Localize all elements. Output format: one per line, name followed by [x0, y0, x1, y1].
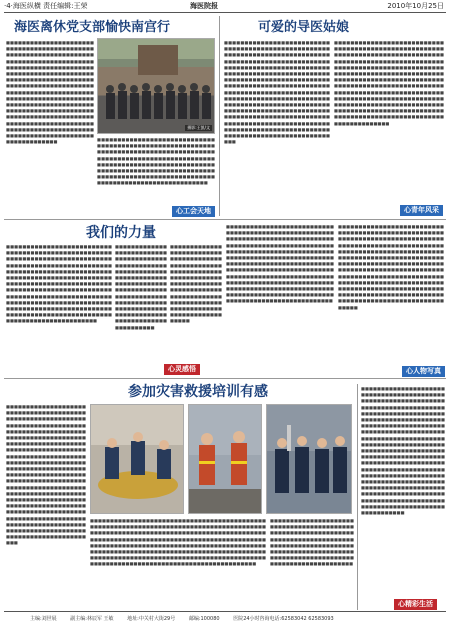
article-title-guide-girl: 可爱的导医姑娘 — [258, 20, 350, 35]
header-section: ·4·海医纵横 责任编辑:王荣 — [4, 2, 88, 10]
section-divider-1 — [4, 219, 446, 220]
footer-postcode: 邮编:100080 — [188, 616, 220, 622]
photo-training-3 — [266, 404, 352, 514]
article-title-retirees: 海医离休党支部愉快南宫行 — [14, 20, 171, 35]
header-paper-name: 海医院报 — [190, 2, 218, 10]
article-body-strength-col2: ■■■■■■■■■■■■■■■■■■■■■■■■■■■■■■■■■■■■■■■■■■■■■■■■■■■■■■■■■■■■■■■■■■■■■■■■■■■■■■■■■■■■■■■■■■■■■■■■■■■■■■■■■■■■■■■■■■■■■■■■■■■■■■■■■■■■■■■■■■■■■■■■■■■■■■■■■■■■■■■■■■■■■■■■■■■■■■■■■■■ — [115, 244, 167, 330]
article-title-disaster-training: 参加灾害救援培训有感 — [128, 384, 268, 400]
page-header — [0, 0, 450, 12]
group-photo-illustration — [98, 39, 215, 134]
rescue-training-illustration — [91, 405, 184, 514]
footer-vice-editor: 副主编:林辰军 王敏 — [70, 616, 114, 622]
column-divider-bottom — [357, 384, 358, 610]
article-body-training-col1: ■■■■■■■■■■■■■■■■■■■■■■■■■■■■■■■■■■■■■■■■■■■■■■■■■■■■■■■■■■■■■■■■■■■■■■■■■■■■■■■■■■■■■■■■■■■■■■■■■■■■■■■■■■■■■■■■■■■■■■■■■■■■■■■■■■■■■■■■■■■■■■■■■■■■■■■■■■■■■■■■■■■■■■■■■■■■■■■■■■■■■■■■■■■■■■■■■■■■■■■■■■■■■■■■■■■■■■■■■■■■■■■■■■■■■■■■■■■■■■■■■■■■■■■■■■■■■■■■■■■■■■■■■■■■■■■■■■■■■■■■■■■■■■■■■■■■■■■■■■■■■■■■■■■■■■■■■■■■■■■■■■■■■■■■■■■■■■■■■■■■■■■■■■■■■■■■■■■■■■■■■■■■■■■■■■■■■■■■■■■■■■■■■■■■■■■■■■■■■■■■■■■■■■■■■■■■■■■■■■■■■■■■■■■■■■■■■■■■■■■■■■■ — [6, 404, 86, 546]
article-body-retirees-col1: ■■■■■■■■■■■■■■■■■■■■■■■■■■■■■■■■■■■■■■■■■■■■■■■■■■■■■■■■■■■■■■■■■■■■■■■■■■■■■■■■■■■■■■■■■■■■■■■■■■■■■■■■■■■■■■■■■■■■■■■■■■■■■■■■■■■■■■■■■■■■■■■■■■■■■■■■■■■■■■■■■■■■■■■■■■■■■■■■■■■■■■■■■■■■■■■■■■■■■■■■■■■■■■■■■■■■■■■■■■■■■■■■■■■■■■■■■■■■■■■■■■■■■■■■■■■■■■■■■■■■■■■■■■■■■■■■■■■■■■■■■■■■■■■■■■■■■■■■■■■■■■■■■■■■■■■■■■■■■■■■■■■■■■■■■■■■■■■■■■■■■■■■■■■■■■■■■■■■■■■■■■■■■ — [6, 40, 94, 145]
photo-training-2 — [188, 404, 262, 514]
article-body-guide-col1: ■■■■■■■■■■■■■■■■■■■■■■■■■■■■■■■■■■■■■■■■■■■■■■■■■■■■■■■■■■■■■■■■■■■■■■■■■■■■■■■■■■■■■■■■■■■■■■■■■■■■■■■■■■■■■■■■■■■■■■■■■■■■■■■■■■■■■■■■■■■■■■■■■■■■■■■■■■■■■■■■■■■■■■■■■■■■■■■■■■■■■■■■■■■■■■■■■■■■■■■■■■■■■■■■■■■■■■■■■■■■■■■■■■■■■■■■■■■■■■■■■■■■■■■■■■■■■■■■■■■■■■■■■■■■■■■■■■■■■■■■■■■■■■■■■■■■■■■■■■■■■■■■■■■■■■■■■■■■■■■■■■■■■■■■■■■■■■■■■■■■■■■■■■■■■■■■■■■■■■■■■■■■■■■■■■■■■■■■■■■■■■■■■■■■■■■■■■■■■■■■■■■■■■■■■■■■■■■■■■■ — [224, 40, 330, 145]
article-body-strength-col3: ■■■■■■■■■■■■■■■■■■■■■■■■■■■■■■■■■■■■■■■■■■■■■■■■■■■■■■■■■■■■■■■■■■■■■■■■■■■■■■■■■■■■■■■■■■■■■■■■■■■■■■■■■■■■■■■■■■■■■■■■■■■■■■■■■■■■■■■■■■■■■■■■■■■■■■■■■■■■■■■■■ — [170, 244, 222, 324]
article-body-training-col3: ■■■■■■■■■■■■■■■■■■■■■■■■■■■■■■■■■■■■■■■■■■■■■■■■■■■■■■■■■■■■■■■■■■■■■■■■■■■■■■■■■■■■■■■■■■■■■■■■■■■■■■■■■■■■■■■■■■■■■■■■■■■■■■■■■■■■■■■■■■■■■■■■■■■■■■■■■■■■■■■■■■■■■■■■ — [270, 518, 354, 567]
section-tag-profile: 心人物写真 — [402, 366, 445, 377]
header-rule — [4, 12, 446, 13]
footer-rule — [4, 611, 446, 612]
footer-editor: 主编:刘世展 — [30, 616, 57, 622]
footer-address: 地址:中关村大街29号 — [127, 616, 176, 622]
article-title-our-strength: 我们的力量 — [86, 225, 156, 241]
photo-caption: 摄影:王凯/文 — [187, 125, 210, 130]
page-footer — [0, 613, 450, 625]
photo-training-1 — [90, 404, 184, 514]
section-tag-union: 心工会天地 — [172, 206, 215, 217]
article-body-training-col4: ■■■■■■■■■■■■■■■■■■■■■■■■■■■■■■■■■■■■■■■■■■■■■■■■■■■■■■■■■■■■■■■■■■■■■■■■■■■■■■■■■■■■■■■■■■■■■■■■■■■■■■■■■■■■■■■■■■■■■■■■■■■■■■■■■■■■■■■■■■■■■■■■■■■■■■■■■■■■■■■■■■■■■■■■■■■■■■■■■■■■■■■■■■■■■■■■■■■■■■■■■■■■■■■■■■■■■■■■■■■■■■■■■■■■■■■■■■■■■■■■■■■■■■■■■■■■■■■■■■■■■■■■■■■■■■■■■■■■■■■■■■■■■■■■■■■■■■■■■■■■■■■■■■■■■■■■■■■■■■■■■■■■■■■■■■■■■■■■■■■■■■■■■■■■■■■■■■■■■■■■■■■■■■■■■■■■■■■■■■■■■■■■■■■■■■■■■■■■■■■■■■■■■■■■■■■■■■■■■■■■■■■■■■■■■■■ — [361, 386, 445, 516]
footer-phone: 医院24小时咨询电话:62583042 62583093 — [233, 616, 334, 622]
article-body-retirees-col2: ■■■■■■■■■■■■■■■■■■■■■■■■■■■■■■■■■■■■■■■■■■■■■■■■■■■■■■■■■■■■■■■■■■■■■■■■■■■■■■■■■■■■■■■■■■■■■■■■■■■■■■■■■■■■■■■■■■■■■■■■■■■■■■■■■■■■■■■■■■■■■■■■■■■■■■■■■■■■■■■■■■■■■■■■■■■■■■■■■■■■■■■■■■■■■■■■■■■■■■■■■■■■■■■■■■■■■■■■■■■■■■■■■■■■■■■ — [97, 137, 215, 186]
rescue-workers-illustration — [189, 405, 262, 514]
section-tag-youth: 心青年风采 — [400, 205, 443, 216]
article-body-guide-col2: ■■■■■■■■■■■■■■■■■■■■■■■■■■■■■■■■■■■■■■■■■■■■■■■■■■■■■■■■■■■■■■■■■■■■■■■■■■■■■■■■■■■■■■■■■■■■■■■■■■■■■■■■■■■■■■■■■■■■■■■■■■■■■■■■■■■■■■■■■■■■■■■■■■■■■■■■■■■■■■■■■■■■■■■■■■■■■■■■■■■■■■■■■■■■■■■■■■■■■■■■■■■■■■■■■■■■■■■■■■■■■■■■■■■■■■■■■■■■■■■■■■■■■■■■■■■■■■■■■■■■■■■■■■■■■■■■■■■■■■■■■■■■■■■■■■■■■■■■■■■■■■■■■■■■■■■■■■■■■■■■■■■■■■■■■■■■■■■■■■■■■■■■■■■■■■■■■■■■■■■■■■■■■ — [334, 40, 444, 126]
rescue-team-illustration — [267, 405, 352, 514]
section-divider-2 — [4, 378, 446, 379]
section-tag-feelings: 心灵感悟 — [164, 364, 200, 375]
article-body-strength-col1: ■■■■■■■■■■■■■■■■■■■■■■■■■■■■■■■■■■■■■■■■■■■■■■■■■■■■■■■■■■■■■■■■■■■■■■■■■■■■■■■■■■■■■■■■■■■■■■■■■■■■■■■■■■■■■■■■■■■■■■■■■■■■■■■■■■■■■■■■■■■■■■■■■■■■■■■■■■■■■■■■■■■■■■■■■■■■■■■■■■■■■■■■■■■■■■■■■■■■■■■■■■■■■■■■■■■■■■■■■■■■■■■■■■■■■■■■■■■■■■■■■■■■■■■■■■■■■■■■■■■■■■■■■■■■■■■■■■■■■■■■■■■■■■■■■■■■■■■■■■■■■■■■■■■■■■■■■■■■■■■■■■■■■■■■■■■■■■■ — [6, 244, 112, 324]
article-body-profile-col1: ■■■■■■■■■■■■■■■■■■■■■■■■■■■■■■■■■■■■■■■■■■■■■■■■■■■■■■■■■■■■■■■■■■■■■■■■■■■■■■■■■■■■■■■■■■■■■■■■■■■■■■■■■■■■■■■■■■■■■■■■■■■■■■■■■■■■■■■■■■■■■■■■■■■■■■■■■■■■■■■■■■■■■■■■■■■■■■■■■■■■■■■■■■■■■■■■■■■■■■■■■■■■■■■■■■■■■■■■■■■■■■■■■■■■■■■■■■■■■■■■■■■■■■■■■■■■■■■■■■■■■■■■■■■■■■■■■■■■■■■■■■■■■■■■■■■■■■■■■■■■■■■■■■■■■■■■■■■■■■■■■■■■■■■■■■■■■■■■■■■■■■■■■■■■■■■ — [226, 224, 334, 304]
header-date: 2010年10月25日 — [387, 2, 444, 10]
article-body-training-col2: ■■■■■■■■■■■■■■■■■■■■■■■■■■■■■■■■■■■■■■■■■■■■■■■■■■■■■■■■■■■■■■■■■■■■■■■■■■■■■■■■■■■■■■■■■■■■■■■■■■■■■■■■■■■■■■■■■■■■■■■■■■■■■■■■■■■■■■■■■■■■■■■■■■■■■■■■■■■■■■■■■■■■■■■■■■■■■■■■■■■■■■■■■■■■■■■■■■■■■■■■■■■■■■■■■■■■■■■■■■■■■■■■■■■■■■■■■■■■■■■■■■■■■■■■■■■■■■■■■■■■■■■■■■■■■■■■■■■■■■■■■■■■■■■■■■■■■■■■■■■■■■■■■■■■■■■■■■■■■■■■■■■■■■■■■■■■■■■■■■■■■■■■■■■■■■ — [90, 518, 266, 567]
section-tag-life: 心精彩生活 — [394, 599, 437, 610]
column-divider — [219, 16, 220, 216]
article-body-profile-col2: ■■■■■■■■■■■■■■■■■■■■■■■■■■■■■■■■■■■■■■■■■■■■■■■■■■■■■■■■■■■■■■■■■■■■■■■■■■■■■■■■■■■■■■■■■■■■■■■■■■■■■■■■■■■■■■■■■■■■■■■■■■■■■■■■■■■■■■■■■■■■■■■■■■■■■■■■■■■■■■■■■■■■■■■■■■■■■■■■■■■■■■■■■■■■■■■■■■■■■■■■■■■■■■■■■■■■■■■■■■■■■■■■■■■■■■■■■■■■■■■■■■■■■■■■■■■■■■■■■■■■■■■■■■■■■■■■■■■■■■■■■■■■■■■■■■■■■■■■■■■■■■■■■■■■■■■■■■■■■■■■■■■■■■■■■■■■■■■■■■■■■■■ — [338, 224, 444, 310]
photo-group-retirees — [97, 38, 215, 134]
